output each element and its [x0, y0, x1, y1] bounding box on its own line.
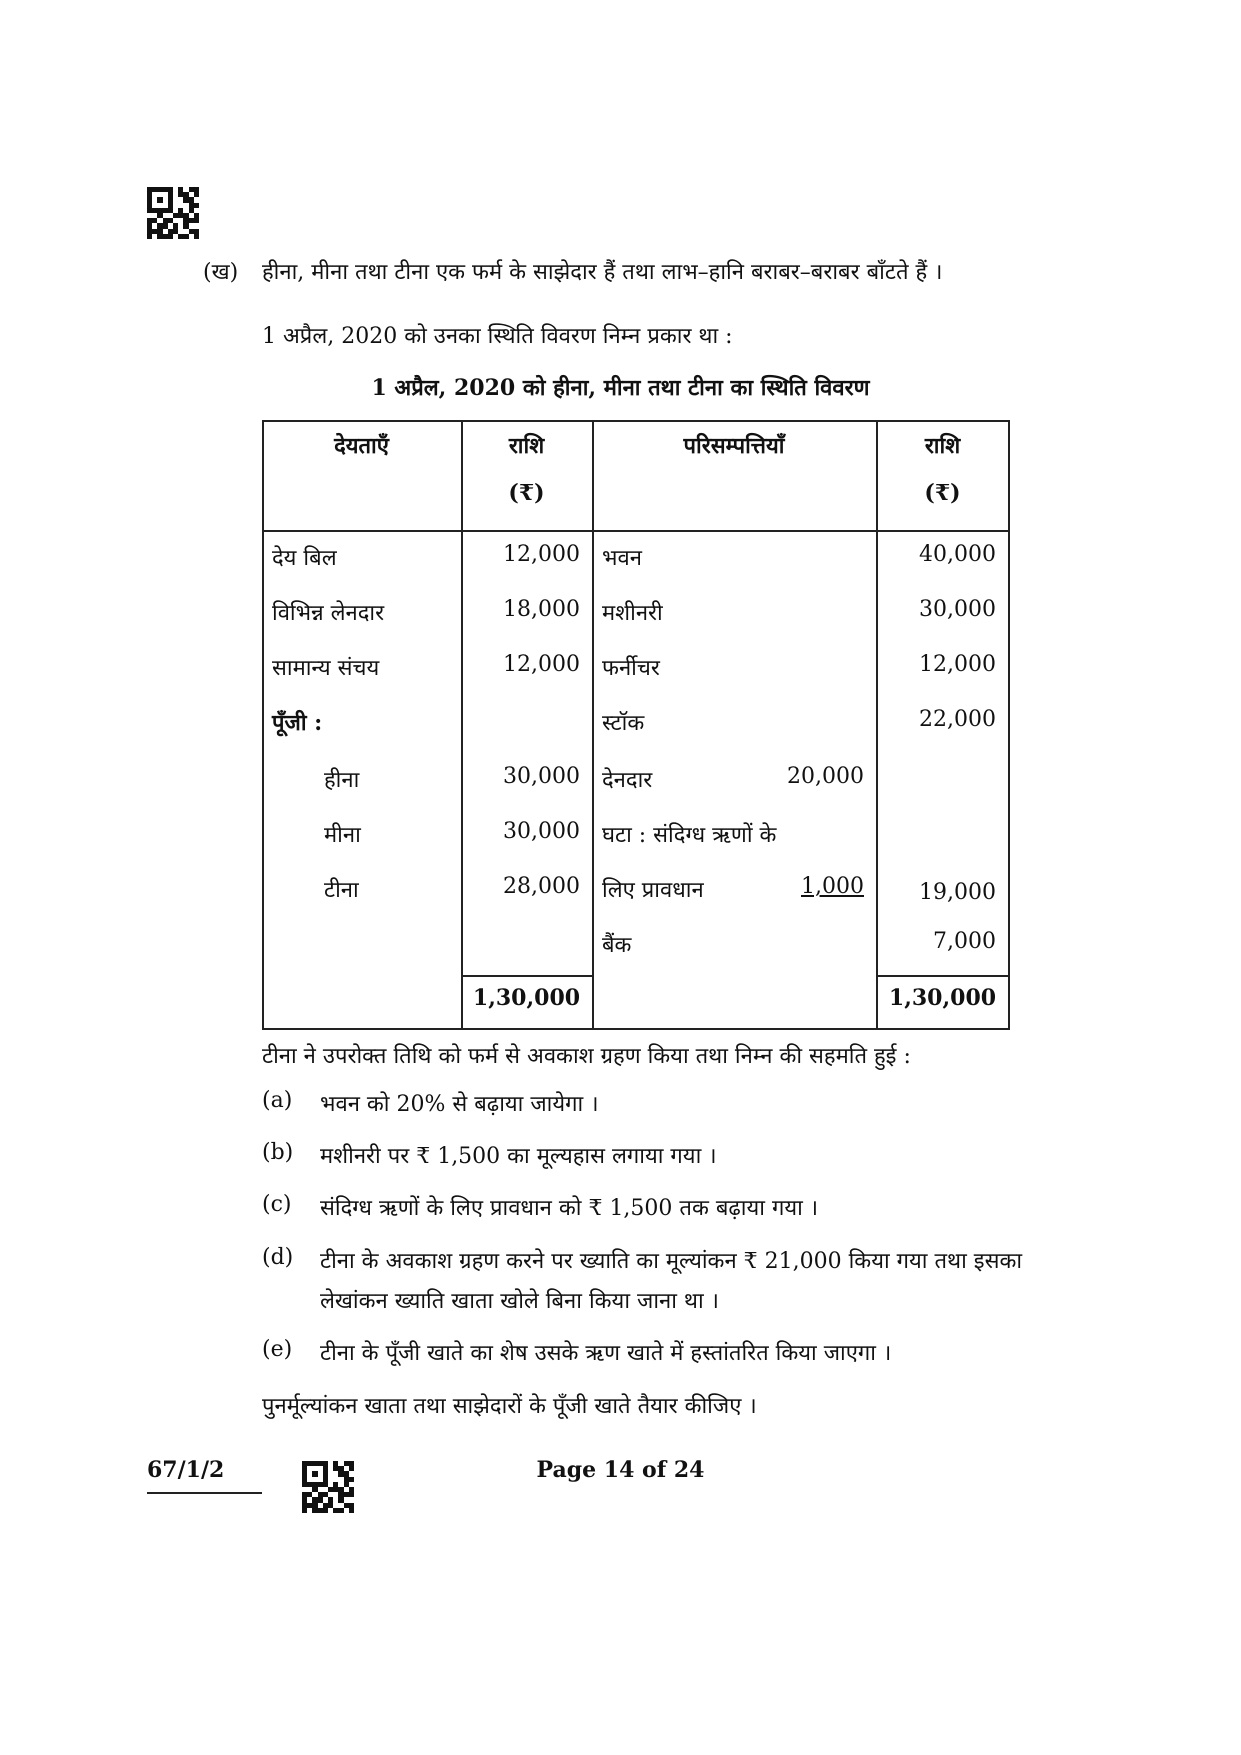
asset-label: भवन	[602, 546, 642, 571]
qr-code-top	[147, 187, 199, 239]
term-text-continued: लेखांकन ख्याति खाता खोले बिना किया जाना था ।	[320, 1289, 720, 1314]
liability-label: सामान्य संचय	[272, 656, 380, 681]
header-assets: परिसम्पत्तियाँ	[683, 433, 785, 459]
asset-label: बैंक	[602, 933, 632, 958]
asset-amount: 40,000	[919, 542, 996, 567]
retirement-text: टीना ने उपरोक्त तिथि को फर्म से अवकाश ग्रहण किया तथा निम्न की सहमति हुई :	[262, 1044, 911, 1069]
table-border-bottom	[262, 1028, 1010, 1030]
balance-sheet-table	[262, 420, 1010, 1030]
paper-code: 67/1/2	[147, 1457, 225, 1483]
liability-amount: 30,000	[503, 819, 580, 844]
term-text: टीना के पूँजी खाते का शेष उसके ऋण खाते में हस्तांतरित किया जाएगा ।	[320, 1341, 892, 1366]
column-divider	[592, 420, 594, 1030]
term-label: (a)	[262, 1088, 293, 1113]
term-text: मशीनरी पर ₹ 1,500 का मूल्यहास लगाया गया ।	[320, 1144, 717, 1169]
liability-label: विभिन्न लेनदार	[272, 601, 385, 626]
liability-label: हीना	[324, 768, 360, 793]
paper-code-underline	[147, 1492, 262, 1494]
liability-label: टीना	[324, 878, 359, 903]
liability-label: पूँजी :	[272, 710, 323, 736]
term-label: (d)	[262, 1245, 294, 1270]
asset-label: देनदार	[602, 768, 653, 793]
asset-amount: 12,000	[919, 652, 996, 677]
term-label: (b)	[262, 1140, 294, 1165]
term-text: संदिग्ध ऋणों के लिए प्रावधान को ₹ 1,500 तक बढ़ाया गया ।	[320, 1196, 819, 1221]
header-amount: राशि	[924, 433, 961, 459]
asset-amount: 22,000	[919, 707, 996, 732]
header-divider	[262, 530, 1010, 532]
liability-amount: 18,000	[503, 597, 580, 622]
header-amount-unit: (₹)	[508, 480, 545, 506]
asset-inner-amount: 20,000	[787, 764, 864, 789]
asset-label: घटा : संदिग्ध ऋणों के	[602, 823, 777, 848]
total-rule	[461, 975, 593, 977]
question-text: हीना, मीना तथा टीना एक फर्म के साझेदार हैं तथा लाभ–हानि बराबर–बराबर बाँटते हैं ।	[262, 260, 943, 285]
header-amount-unit: (₹)	[924, 480, 961, 506]
table-border-right	[1008, 420, 1010, 1030]
liability-label: मीना	[324, 823, 361, 848]
asset-label: स्टॉक	[602, 711, 645, 736]
column-divider	[461, 420, 463, 1030]
question-intro: 1 अप्रैल, 2020 को उनका स्थिति विवरण निम्न प्रकार था :	[262, 324, 733, 349]
table-border-left	[262, 420, 264, 1030]
term-label: (c)	[262, 1192, 292, 1217]
asset-amount: 19,000	[919, 880, 996, 905]
term-text: टीना के अवकाश ग्रहण करने पर ख्याति का मूल्यांकन ₹ 21,000 किया गया तथा इसका	[320, 1249, 1023, 1274]
liability-amount: 30,000	[503, 764, 580, 789]
liability-amount: 28,000	[503, 874, 580, 899]
balance-sheet-title: 1 अप्रैल, 2020 को हीना, मीना तथा टीना का स्थिति विवरण	[371, 375, 870, 401]
liability-amount: 12,000	[503, 542, 580, 567]
liability-label: देय बिल	[272, 546, 337, 571]
term-text: भवन को 20% से बढ़ाया जायेगा ।	[320, 1092, 599, 1117]
page-number: Page 14 of 24	[536, 1457, 705, 1483]
asset-label: लिए प्रावधान	[602, 878, 704, 903]
asset-inner-amount: 1,000	[801, 874, 864, 899]
table-border-top	[262, 420, 1010, 422]
asset-label: मशीनरी	[602, 601, 663, 626]
final-instruction: पुनर्मूल्यांकन खाता तथा साझेदारों के पूँजी खाते तैयार कीजिए ।	[262, 1394, 757, 1419]
question-label: (ख)	[203, 260, 239, 285]
header-liabilities: देयताएँ	[334, 433, 389, 459]
total-rule	[876, 975, 1010, 977]
asset-label: फर्नीचर	[602, 656, 660, 681]
total-liabilities: 1,30,000	[472, 985, 581, 1011]
asset-amount: 30,000	[919, 597, 996, 622]
term-label: (e)	[262, 1337, 293, 1362]
header-amount: राशि	[508, 433, 545, 459]
liability-amount: 12,000	[503, 652, 580, 677]
total-assets: 1,30,000	[888, 985, 997, 1011]
asset-amount: 7,000	[933, 929, 996, 954]
